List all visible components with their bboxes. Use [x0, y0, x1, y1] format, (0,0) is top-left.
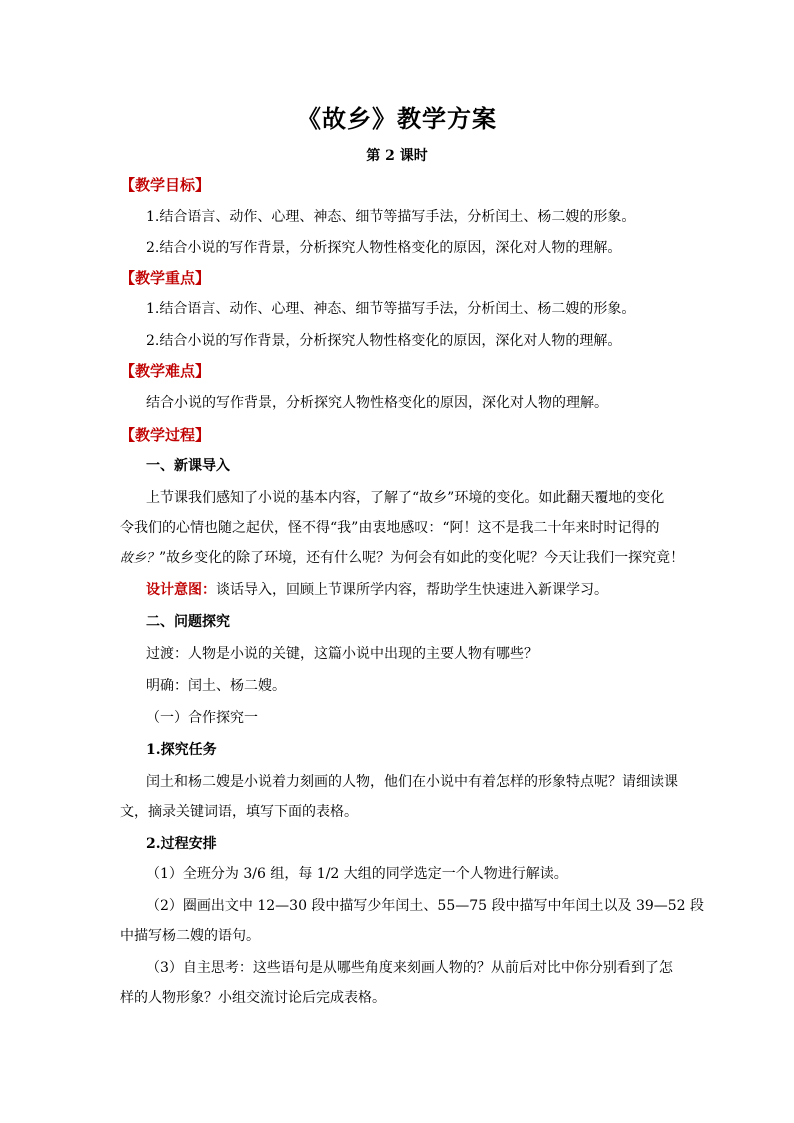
quote-text: 故乡？: [120, 551, 160, 566]
goals-item-1: 1.结合语言、动作、心理、神态、细节等描写手法，分析闰土、杨二嫂的形象。: [146, 209, 636, 225]
task-paragraph-line-1: 闰土和杨二嫂是小说着力刻画的人物，他们在小说中有着怎样的形象特点呢？请细读课: [146, 774, 678, 790]
design-intent-label: 设计意图：: [146, 582, 216, 598]
clarify-text: 明确：闰土、杨二嫂。: [146, 678, 286, 694]
arrangement-title: 2.过程安排: [146, 836, 217, 852]
difficult-points-heading: 【教学难点】: [120, 362, 211, 380]
transition-text: 过渡：人物是小说的关键，这篇小说中出现的主要人物有哪些？: [146, 646, 538, 662]
cooperative-inquiry-1: （一）合作探究一: [146, 710, 258, 726]
part2-title: 二、问题探究: [146, 614, 230, 630]
arrangement-item-2-line-1: （2）圈画出文中 12—30 段中描写少年闰土、55—75 段中描写中年闰土以及 39—52 段: [146, 898, 705, 914]
paragraph-text: ”故乡变化的除了环境，还有什么呢？为何会有如此的变化呢？今天让我们一探究竟！: [159, 550, 685, 566]
process-heading: 【教学过程】: [120, 426, 211, 444]
key-points-heading: 【教学重点】: [120, 269, 211, 287]
goals-item-2: 2.结合小说的写作背景，分析探究人物性格变化的原因，深化对人物的理解。: [146, 240, 622, 256]
task-title: 1.探究任务: [146, 742, 217, 758]
arrangement-item-3-line-1: （3）自主思考：这些语句是从哪些角度来刻画人物的？从前后对比中你分别看到了怎: [146, 960, 673, 976]
arrangement-item-2-line-2: 中描写杨二嫂的语句。: [120, 928, 260, 944]
part1-paragraph-line-3: [120, 548, 684, 569]
part1-paragraph-line-1: 上节课我们感知了小说的基本内容，了解了“故乡”环境的变化。如此翻天覆地的变化: [146, 490, 665, 506]
goals-heading: 【教学目标】: [120, 176, 211, 194]
page-title: 《故乡》教学方案: [297, 104, 497, 133]
difficult-points-item-1: 结合小说的写作背景，分析探究人物性格变化的原因，深化对人物的理解。: [146, 395, 608, 411]
design-intent-text: 谈话导入，回顾上节课所学内容，帮助学生快速进入新课学习。: [216, 582, 608, 598]
lesson-number: 第 2 课时: [366, 148, 428, 164]
task-paragraph-line-2: 文，摘录关键词语，填写下面的表格。: [120, 804, 358, 820]
part1-paragraph-line-2: 令我们的心情也随之起伏，怪不得“我”由衷地感叹：“阿！这不是我二十年来时时记得的: [120, 520, 660, 536]
key-points-item-1: 1.结合语言、动作、心理、神态、细节等描写手法，分析闰土、杨二嫂的形象。: [146, 301, 636, 317]
design-intent: [146, 580, 608, 600]
part1-title: 一、新课导入: [146, 458, 230, 474]
arrangement-item-3-line-2: 样的人物形象？小组交流讨论后完成表格。: [120, 990, 386, 1006]
key-points-item-2: 2.结合小说的写作背景，分析探究人物性格变化的原因，深化对人物的理解。: [146, 333, 622, 349]
arrangement-item-1: （1）全班分为 3/6 组，每 1/2 大组的同学选定一个人物进行解读。: [146, 866, 568, 882]
